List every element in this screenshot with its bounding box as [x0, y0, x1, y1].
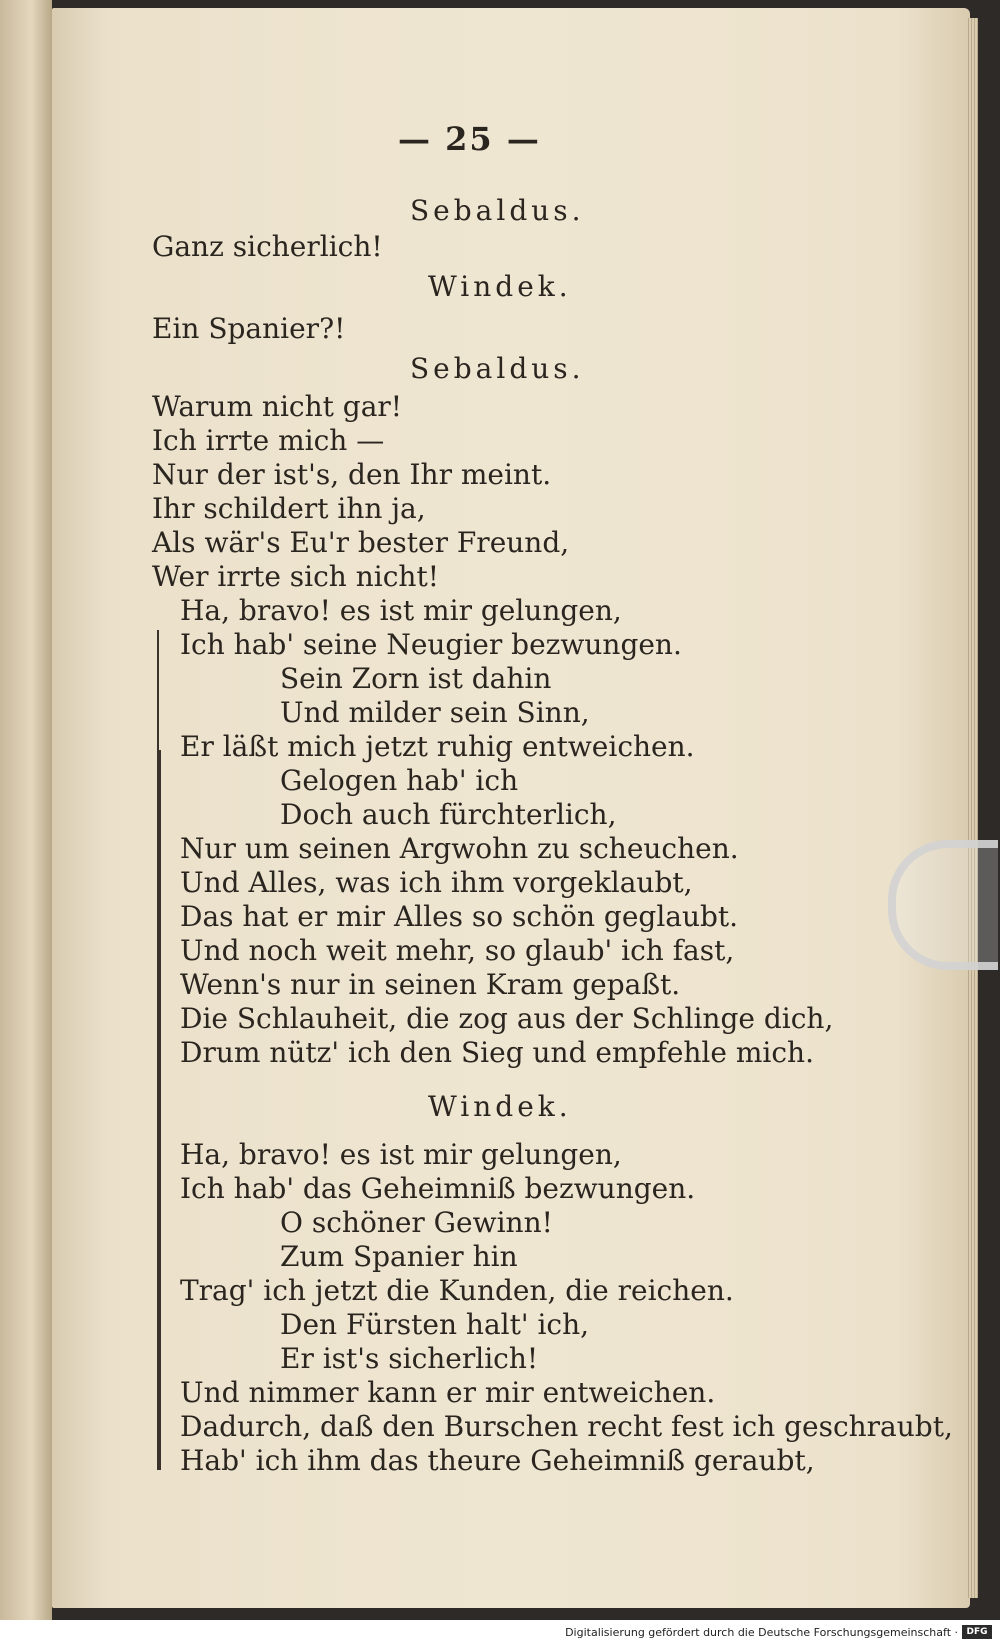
verse-line: Gelogen hab' ich	[280, 764, 519, 797]
verse-line: Er läßt mich jetzt ruhig entweichen.	[180, 730, 695, 763]
verse-line: Ihr schildert ihn ja,	[152, 492, 426, 525]
speaker-name: Sebaldus.	[410, 194, 585, 227]
verse-line: Ganz sicherlich!	[152, 230, 383, 263]
verse-line: Und nimmer kann er mir entweichen.	[180, 1376, 716, 1409]
verse-line: Er ist's sicherlich!	[280, 1342, 539, 1375]
verse-line: Warum nicht gar!	[152, 390, 403, 423]
verse-line: Drum nütz' ich den Sieg und empfehle mich.	[180, 1036, 814, 1069]
page-clip	[888, 840, 998, 970]
footer-credit: Digitalisierung gefördert durch die Deutsche Forschungsgemeinschaft ·	[565, 1626, 958, 1639]
verse-line: Zum Spanier hin	[280, 1240, 518, 1273]
verse-line: Die Schlauheit, die zog aus der Schlinge dich,	[180, 1002, 834, 1035]
verse-line: Das hat er mir Alles so schön geglaubt.	[180, 900, 739, 933]
verse-line: Nur der ist's, den Ihr meint.	[152, 458, 552, 491]
verse-line: Ha, bravo! es ist mir gelungen,	[180, 1138, 622, 1171]
footer-bar	[0, 1620, 1000, 1644]
verse-line: Nur um seinen Argwohn zu scheuchen.	[180, 832, 739, 865]
margin-rule	[157, 630, 159, 750]
verse-line: Ich hab' das Geheimniß bezwungen.	[180, 1172, 696, 1205]
verse-line: Hab' ich ihm das theure Geheimniß geraubt,	[180, 1444, 815, 1477]
verse-line: O schöner Gewinn!	[280, 1206, 553, 1239]
page-number: — 25 —	[398, 120, 541, 158]
verse-line: Ha, bravo! es ist mir gelungen,	[180, 594, 622, 627]
speaker-name: Windek.	[428, 1090, 572, 1123]
verse-line: Trag' ich jetzt die Kunden, die reichen.	[180, 1274, 734, 1307]
verse-line: Doch auch fürchterlich,	[280, 798, 617, 831]
verse-line: Und noch weit mehr, so glaub' ich fast,	[180, 934, 735, 967]
verse-line: Ich irrte mich —	[152, 424, 385, 457]
verse-line: Und milder sein Sinn,	[280, 696, 590, 729]
speaker-name: Windek.	[428, 270, 572, 303]
facing-page-edge	[0, 0, 52, 1620]
verse-line: Dadurch, daß den Burschen recht fest ich geschraubt,	[180, 1410, 953, 1443]
verse-line: Als wär's Eu'r bester Freund,	[152, 526, 570, 559]
verse-line: Sein Zorn ist dahin	[280, 662, 552, 695]
speaker-name: Sebaldus.	[410, 352, 585, 385]
dfg-logo: DFG	[962, 1625, 992, 1639]
verse-line: Wenn's nur in seinen Kram gepaßt.	[180, 968, 681, 1001]
verse-line: Den Fürsten halt' ich,	[280, 1308, 590, 1341]
verse-line: Und Alles, was ich ihm vorgeklaubt,	[180, 866, 693, 899]
page-stack-edge	[966, 18, 978, 1598]
verse-line: Ein Spanier?!	[152, 312, 346, 345]
verse-line: Wer irrte sich nicht!	[152, 560, 439, 593]
verse-line: Ich hab' seine Neugier bezwungen.	[180, 628, 682, 661]
margin-rule	[157, 750, 161, 1470]
